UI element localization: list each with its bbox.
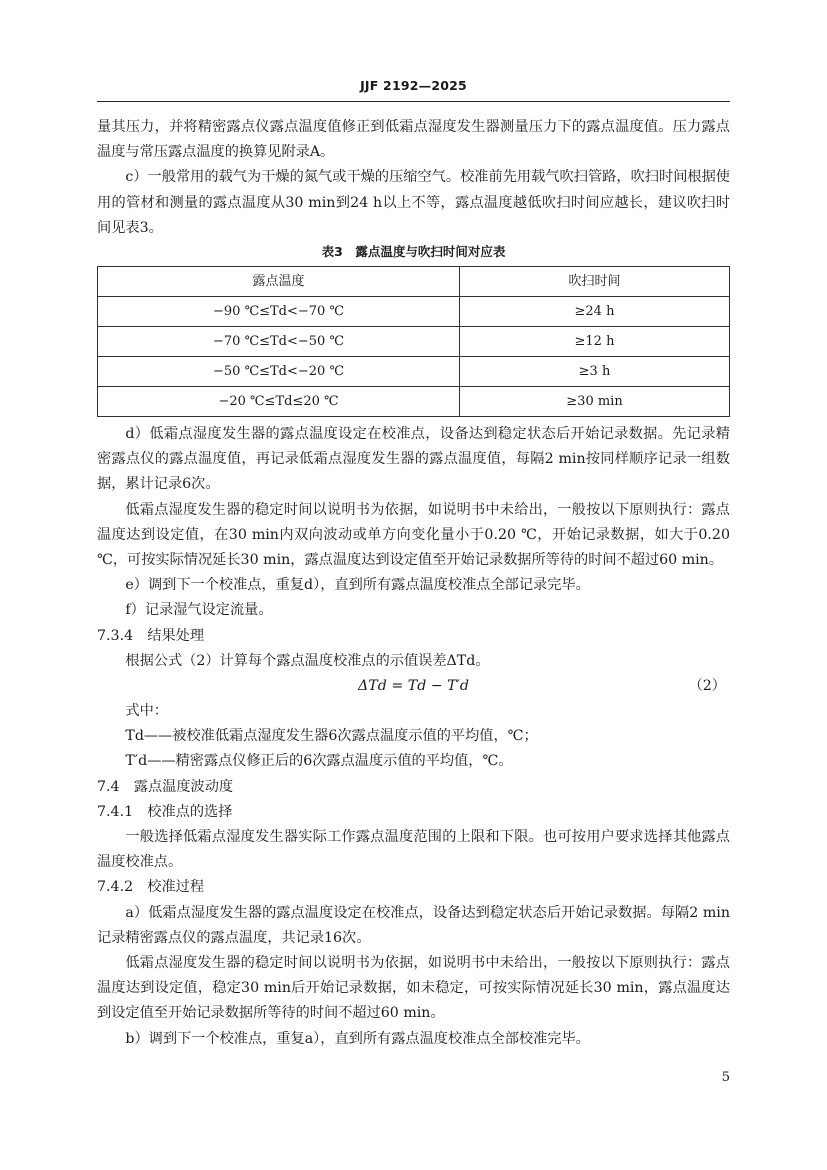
paragraph-point-selection: 一般选择低霜点湿度发生器实际工作露点温度范围的上限和下限。也可按用户要求选择其他露点温度校准点。 xyxy=(97,829,730,871)
paragraph-item-b: b）调到下一个校准点，重复a），直到所有露点温度校准点全部校准完毕。 xyxy=(125,1030,590,1047)
definition-td: Td——被校准低霜点湿度发生器6次露点温度示值的平均值，℃； xyxy=(125,728,538,745)
table-header-cell: 露点温度 xyxy=(98,267,460,297)
body-text xyxy=(97,115,730,1052)
table-cell: ≥24 h xyxy=(460,297,730,327)
formula-number: （2） xyxy=(688,678,726,695)
paragraph-item-f: f）记录湿气设定流量。 xyxy=(125,602,273,619)
formula-2 xyxy=(97,674,730,699)
paragraph-item-a: a）低霜点湿度发生器的露点温度设定在校准点，设备达到稳定状态后开始记录数据。每隔2 min记录精密露点仪的露点温度，共记录16次。 xyxy=(97,904,730,946)
table-row xyxy=(98,297,730,327)
section-heading-7-4-1: 7.4.1 校准点的选择 xyxy=(97,803,233,820)
section-heading-7-3-4: 7.3.4 结果处理 xyxy=(97,627,205,644)
table-cell: ≥30 min xyxy=(460,387,730,417)
section-heading-7-4: 7.4 露点温度波动度 xyxy=(97,778,234,795)
paragraph-item-e: e）调到下一个校准点，重复d），直到所有露点温度校准点全部记录完毕。 xyxy=(125,577,590,594)
table-cell: ≥12 h xyxy=(460,327,730,357)
table-header-cell: 吹扫时间 xyxy=(460,267,730,297)
table-row xyxy=(98,357,730,387)
paragraph-item-c: c）一般常用的载气为干燥的氮气或干燥的压缩空气。校准前先用载气吹扫管路，吹扫时间根据使用的管材和测量的露点温度从30 min到24 h以上不等，露点温度越低吹扫时间应越长，建议吹扫时间见表3。 xyxy=(97,169,730,236)
document-code: JJF 2192—2025 xyxy=(360,78,467,93)
definition-td-prime: T′d——精密露点仪修正后的6次露点温度示值的平均值，℃。 xyxy=(125,753,513,770)
page-number: 5 xyxy=(721,1070,730,1085)
paragraph-stability-rule: 低霜点湿度发生器的稳定时间以说明书为依据，如说明书中未给出，一般按以下原则执行：露点温度达到设定值，在30 min内双向波动或单方向变化量小于0.20 ℃，开始记录数据，如大于0.20 ℃，可按实际情况延长30 min，露点温度达到设定值至开始记录数据所等待的时间不超过60 min。 xyxy=(97,501,730,569)
paragraph-calculation: 根据公式（2）计算每个露点温度校准点的示值误差ΔTd。 xyxy=(125,652,490,669)
paragraph-stability-rule-2: 低霜点湿度发生器的稳定时间以说明书为依据，如说明书中未给出，一般按以下原则执行：露点温度达到设定值，稳定30 min后开始记录数据，如未稳定，可按实际情况延长30 min，露点温度达到设定值至开始记录数据所等待的时间不超过60 min。 xyxy=(97,955,730,1022)
table-cell: ≥3 h xyxy=(460,357,730,387)
section-heading-7-4-2: 7.4.2 校准过程 xyxy=(97,879,205,896)
table-row xyxy=(98,387,730,417)
table-cell: −70 ℃≤Td<−50 ℃ xyxy=(98,327,460,357)
header-rule xyxy=(97,101,730,102)
table-title: 表3 露点温度与吹扫时间对应表 xyxy=(321,244,506,260)
table-row xyxy=(98,327,730,357)
formula-expression: ΔTd = Td − T′d xyxy=(358,678,469,695)
paragraph-item-d: d）低霜点湿度发生器的露点温度设定在校准点，设备达到稳定状态后开始记录数据。先记录精密露点仪的露点温度值，再记录低霜点湿度发生器的露点温度值，每隔2 min按同样顺序记录一组数据，累计记录6次。 xyxy=(97,426,730,493)
paragraph-pressure-correction: 量其压力，并将精密露点仪露点温度值修正到低霜点湿度发生器测量压力下的露点温度值。压力露点温度与常压露点温度的换算见附录A。 xyxy=(97,119,730,161)
table-header-row xyxy=(98,267,730,297)
document-header xyxy=(97,78,730,93)
table-cell: −50 ℃≤Td<−20 ℃ xyxy=(98,357,460,387)
purge-time-table xyxy=(97,266,730,417)
table-cell: −20 ℃≤Td≤20 ℃ xyxy=(98,387,460,417)
table-cell: −90 ℃≤Td<−70 ℃ xyxy=(98,297,460,327)
paragraph-where: 式中： xyxy=(125,703,168,720)
